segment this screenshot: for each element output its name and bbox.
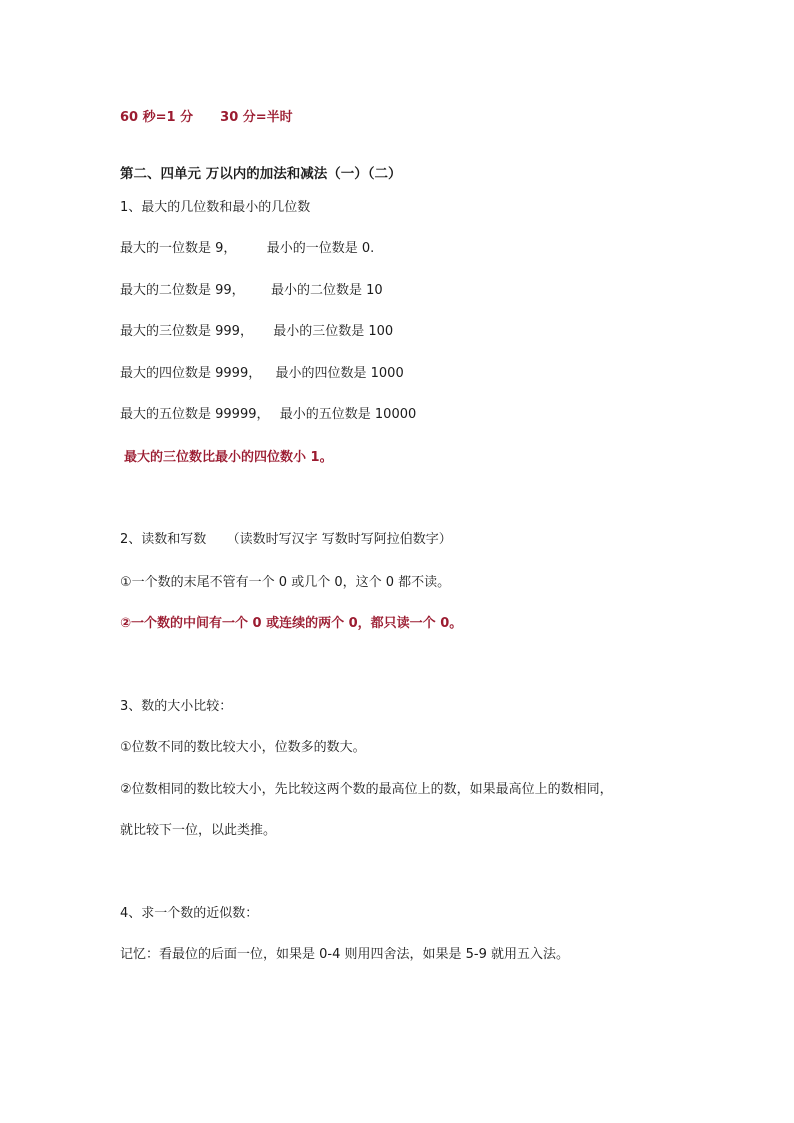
max-number-text: 最大的二位数是 99， [120,283,245,298]
section4-title: 4、求一个数的近似数： [120,906,259,921]
section1-row [120,282,383,300]
section2-rule2: ②一个数的中间有一个 0 或连续的两个 0，都只读一个 0。 [120,616,463,631]
section4-memo: 记忆：看最位的后面一位，如果是 0-4 则用四舍法，如果是 5-9 就用五入法。 [120,947,569,962]
min-number-text: 最小的三位数是 100 [273,324,394,339]
section3-rule1: ①位数不同的数比较大小，位数多的数大。 [120,740,366,755]
section2-rule1: ①一个数的末尾不管有一个 0 或几个 0，这个 0 都不读。 [120,575,451,590]
max-number-text: 最大的五位数是 99999， [120,407,270,422]
section3-rule2b: 就比较下一位，以此类推。 [120,823,277,838]
section3-title: 3、数的大小比较： [120,699,233,714]
unit-title: 第二、四单元 万以内的加法和减法（一）（二） [120,166,402,182]
max-number-text: 最大的三位数是 999， [120,324,253,339]
section1-row [120,365,404,383]
section3-rule2a: ②位数相同的数比较大小，先比较这两个数的最高位上的数，如果最高位上的数相同， [120,782,613,797]
section1-row [120,240,374,258]
section1-row [120,323,393,341]
section1-title: 1、最大的几位数和最小的几位数 [120,200,311,215]
seconds-to-minute: 60 秒=1 分 [120,110,194,125]
max-number-text: 最大的一位数是 9， [120,241,237,256]
time-conversion-line [120,109,293,127]
min-number-text: 最小的二位数是 10 [270,283,383,298]
min-number-text: 最小的一位数是 0. [266,241,375,256]
section2-title: 2、读数和写数 [120,532,207,547]
section2-note: （读数时写汉字 写数时写阿拉伯数字） [226,532,452,547]
section1-row [120,406,416,424]
half-hour: 30 分=半时 [220,110,293,125]
section1-highlight: 最大的三位数比最小的四位数小 1。 [124,450,333,465]
min-number-text: 最小的四位数是 1000 [275,366,404,381]
section2-title-line [120,531,452,549]
min-number-text: 最小的五位数是 10000 [279,407,417,422]
max-number-text: 最大的四位数是 9999， [120,366,262,381]
